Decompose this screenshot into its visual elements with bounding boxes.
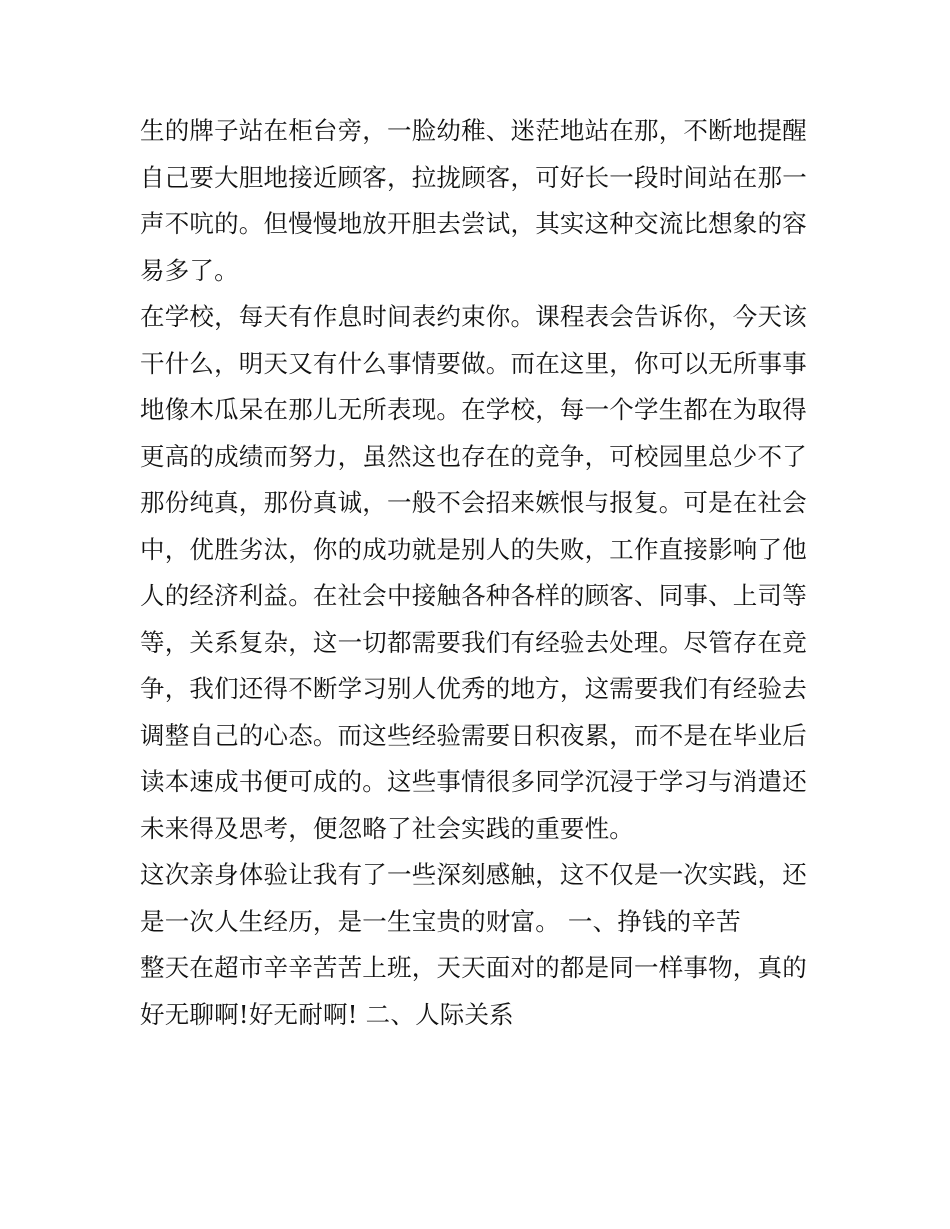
text-line: 未来得及思考，便忽略了社会实践的重要性。	[140, 813, 634, 843]
text-line: 读本速成书便可成的。这些事情很多同学沉浸于学习与消遣还	[140, 767, 807, 796]
text-line: 中，优胜劣汰，你的成功就是别人的失败，工作直接影响了他	[140, 534, 807, 564]
text-line: 争，我们还得不断学习别人优秀的地方，这需要我们有经验去	[140, 674, 807, 703]
text-line: 这次亲身体验让我有了一些深刻感触，这不仅是一次实践，还	[140, 860, 807, 889]
text-line: 好无聊啊!好无耐啊! 二、人际关系	[140, 999, 514, 1029]
text-line: 整天在超市辛辛苦苦上班，天天面对的都是同一样事物，真的	[140, 953, 807, 982]
text-line: 自己要大胆地接近顾客，拉拢顾客，可好长一段时间站在那一	[140, 162, 807, 192]
text-line: 在学校，每天有作息时间表约束你。课程表会告诉你，今天该	[140, 302, 807, 331]
text-line: 是一次人生经历，是一生宝贵的财富。 一、挣钱的辛苦	[140, 906, 741, 936]
text-line: 生的牌子站在柜台旁，一脸幼稚、迷茫地站在那，不断地提醒	[140, 116, 807, 145]
document-body	[140, 108, 820, 1038]
text-line: 调整自己的心态。而这些经验需要日积夜累，而不是在毕业后	[140, 720, 807, 750]
text-line: 地像木瓜呆在那儿无所表现。在学校，每一个学生都在为取得	[140, 395, 807, 424]
text-line: 人的经济利益。在社会中接触各种各样的顾客、同事、上司等	[140, 581, 807, 610]
text-line: 声不吭的。但慢慢地放开胆去尝试，其实这种交流比想象的容	[140, 209, 807, 238]
text-line: 等，关系复杂，这一切都需要我们有经验去处理。尽管存在竞	[140, 627, 807, 657]
text-line: 更高的成绩而努力，虽然这也存在的竞争，可校园里总少不了	[140, 441, 807, 471]
text-line: 干什么，明天又有什么事情要做。而在这里，你可以无所事事	[140, 348, 807, 378]
text-line: 那份纯真，那份真诚，一般不会招来嫉恨与报复。可是在社会	[140, 488, 807, 517]
text-line: 易多了。	[140, 255, 239, 285]
